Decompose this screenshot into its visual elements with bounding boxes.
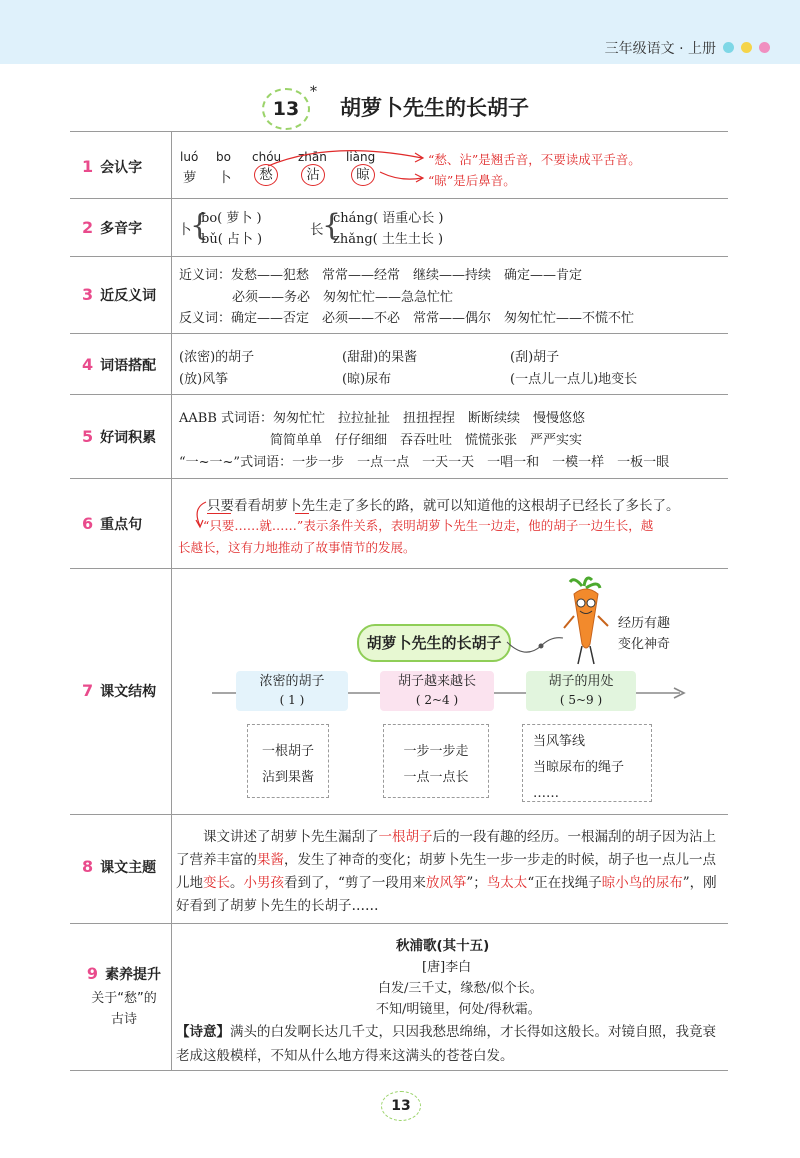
hanzi-circled: 愁 (254, 164, 278, 186)
polyphone-char: 卜 (178, 222, 192, 238)
word-list: “一~一~”式词语：一步一步 一点一点 一天一天 一唱一和 一模一样 一板一眼 (179, 455, 670, 470)
poem-line: 不知/明镜里，何处/得秋霜。 (376, 1002, 541, 1017)
pinyin: zhān (298, 150, 327, 164)
stage-1-detail: 一根胡子 沾到果酱 (247, 724, 329, 798)
section-label-4: 4 词语搭配 (82, 355, 157, 374)
section-label-6: 6 重点句 (82, 514, 143, 533)
sentence-note: 长越长，这有力地推动了故事情节的发展。 (178, 540, 416, 555)
lesson-star: * (310, 84, 317, 100)
poem-title: 秋浦歌(其十五) (396, 938, 490, 954)
stage-3-detail: 当风筝线 当晾尿布的绳子 …… (522, 724, 652, 802)
section-label-2: 2 多音字 (82, 218, 143, 237)
divider (70, 923, 728, 924)
divider (70, 198, 728, 199)
book-title: 三年级语文 · 上册 (604, 41, 716, 57)
note-retroflex: “愁、沾”是翘舌音，不要读成平舌音。 (428, 152, 641, 167)
column-divider (171, 131, 172, 1070)
center-bubble: 胡萝卜先生的长胡子 (357, 624, 511, 662)
synonyms-line: 必须——务必 匆匆忙忙——急急忙忙 (232, 290, 454, 305)
poem-line: 白发/三千丈，缘愁/似个长。 (378, 981, 543, 996)
sentence-note: “只要……就……”表示条件关系，表明胡萝卜先生一边走，他的胡子一边生长，越 (203, 518, 654, 533)
dot-icon (723, 42, 734, 53)
divider (70, 131, 728, 132)
underline-mark (207, 513, 231, 514)
hanzi: 卜 (218, 170, 232, 186)
hanzi-circled: 晾 (351, 164, 375, 186)
section-label-3: 3 近反义词 (82, 285, 157, 304)
word-list: AABB 式词语：匆匆忙忙 拉拉扯扯 扭扭捏捏 断断续续 慢慢悠悠 (179, 411, 586, 426)
poem-author: [唐]李白 (422, 960, 472, 975)
side-note: 变化神奇 (618, 637, 671, 652)
antonyms-line: 反义词：确定——否定 必须——不必 常常——偶尔 匆匆忙忙——不慌不忙 (179, 311, 635, 326)
divider (70, 394, 728, 395)
reading: zhǎng( 土生土长 ) (333, 232, 444, 247)
synonyms-line: 近义词：发愁——犯愁 常常——经常 继续——持续 确定——肯定 (179, 268, 583, 283)
section-label-1: 1 会认字 (82, 157, 143, 176)
annotation-arrows (260, 144, 430, 194)
hanzi-circled: 沾 (301, 164, 325, 186)
stage-2: 胡子越来越长 ( 2~4 ) (380, 671, 494, 711)
underline-mark (295, 513, 309, 514)
word-list: 简简单单 仔仔细细 吞吞吐吐 慌慌张张 严严实实 (270, 433, 583, 448)
page-title: 胡萝卜先生的长胡子 (340, 96, 529, 120)
note-nasal: “晾”是后鼻音。 (428, 173, 516, 188)
side-note: 经历有趣 (618, 616, 671, 631)
divider (70, 814, 728, 815)
dot-icon (741, 42, 752, 53)
stage-2-detail: 一步一步走 一点一点长 (383, 724, 489, 798)
collocation: (刮)胡子 (510, 350, 560, 365)
divider (70, 256, 728, 257)
dot-icon (759, 42, 770, 53)
section-label-7: 7 课文结构 (82, 681, 157, 700)
collocation: (一点儿一点儿)地变长 (510, 372, 638, 387)
collocation: (浓密)的胡子 (179, 350, 255, 365)
reading: bo( 萝卜 ) (201, 211, 262, 226)
pinyin: chóu (252, 150, 282, 164)
collocation: (甜甜)的果酱 (342, 350, 418, 365)
stage-3: 胡子的用处 ( 5~9 ) (526, 671, 636, 711)
reading: bǔ( 占卜 ) (201, 232, 263, 247)
hanzi: 萝 (183, 170, 197, 186)
reading: cháng( 语重心长 ) (333, 211, 444, 226)
section-label-9: 9 素养提升 关于“愁”的 古诗 (86, 964, 162, 1027)
polyphone-char: 长 (310, 222, 324, 238)
poem-meaning: 【诗意】满头的白发啊长达几千丈，只因我愁思绵绵，才长得如这般长。对镜自照，我竟衰老成这般模样，不知从什么地方得来这满头的苍苍白发。 (176, 1024, 716, 1064)
stage-1: 浓密的胡子 ( 1 ) (236, 671, 348, 711)
connector (505, 630, 565, 660)
divider (70, 1070, 728, 1071)
page-number: 13 (381, 1091, 421, 1121)
divider (70, 478, 728, 479)
theme-paragraph: 课文讲述了胡萝卜先生漏刮了一根胡子后的一段有趣的经历。一根漏刮的胡子因为沾上了营养丰富的果酱，发生了神奇的变化；胡萝卜先生一步一步走的时候，胡子也一点儿一点儿地变长。小男孩看到了，“剪了一段用来放风筝”；鸟太太“正在找绳子晾小鸟的尿布”，刚好看到了胡萝卜先生的长胡子…… (176, 829, 717, 914)
pinyin: bo (216, 150, 231, 164)
collocation: (放)风筝 (179, 372, 229, 387)
lesson-number: 13 (262, 88, 310, 130)
brace: { (322, 208, 342, 243)
pinyin: luó (180, 150, 199, 164)
collocation: (晾)尿布 (342, 372, 392, 387)
section-label-8: 8 课文主题 (82, 857, 157, 876)
carrot-icon (560, 576, 612, 668)
section-label-5: 5 好词积累 (82, 427, 157, 446)
divider (70, 568, 728, 569)
pinyin: liàng (346, 150, 376, 164)
divider (70, 333, 728, 334)
key-sentence: 只要看看胡萝卜先生走了多长的路，就可以知道他的这根胡子已经长了多长了。 (207, 498, 680, 514)
brace: { (190, 208, 210, 243)
